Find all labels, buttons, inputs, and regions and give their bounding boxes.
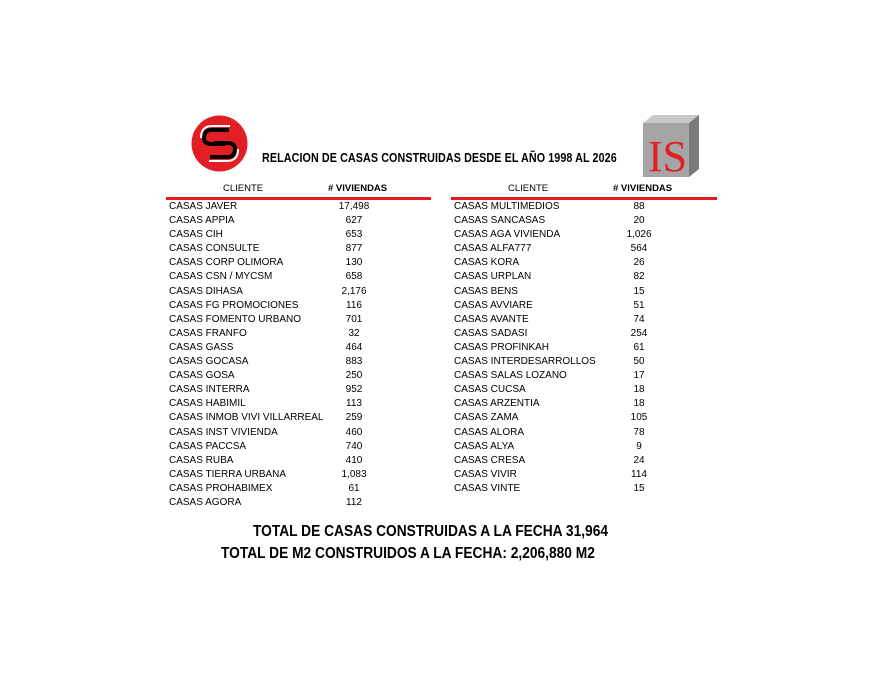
company-logo-icon [191, 115, 248, 172]
left-table [166, 183, 431, 508]
client-name: CASAS ZAMA [454, 412, 519, 424]
client-name: CASAS JAVER [169, 201, 238, 212]
units-value: 653 [345, 229, 363, 241]
table-row [451, 214, 716, 228]
client-name: CASAS FG PROMOCIONES [169, 299, 299, 311]
units-value: 15 [633, 285, 645, 297]
table-row [451, 200, 716, 214]
client-name: CASAS RUBA [169, 454, 234, 466]
logo-right-text: IS [648, 132, 688, 177]
client-name: CASAS GOSA [169, 370, 235, 382]
table-row [166, 242, 431, 256]
units-value: 17 [633, 370, 645, 382]
table-row [451, 468, 716, 482]
table-row [166, 369, 431, 383]
client-name: CASAS AGORA [169, 496, 242, 508]
table-row [451, 440, 716, 454]
client-name: CASAS SANCASAS [454, 215, 546, 227]
table-row [451, 242, 716, 256]
table-row [166, 468, 431, 482]
units-value: 112 [346, 496, 362, 508]
client-name: CASAS CONSULTE [169, 243, 260, 255]
client-name: CASAS CSN / MYCSM [169, 271, 273, 283]
table-row [166, 285, 431, 299]
units-value: 51 [633, 299, 645, 311]
client-name: CASAS INST VIVIENDA [169, 426, 278, 438]
table-row [166, 355, 431, 369]
client-name: CASAS GASS [169, 341, 234, 353]
client-name: CASAS TIERRA URBANA [169, 468, 287, 480]
table-row [451, 369, 716, 383]
client-name: CASAS CORP OLIMORA [169, 257, 284, 269]
client-name: CASAS MULTIMEDIOS [454, 201, 560, 212]
header-viviendas: # VIVIENDAS [613, 183, 673, 194]
units-value: 883 [345, 356, 363, 368]
client-name: CASAS BENS [454, 285, 518, 297]
units-value: 1,083 [341, 468, 367, 480]
units-value: 82 [633, 271, 645, 283]
units-value: 88 [633, 201, 645, 212]
units-value: 15 [633, 482, 645, 494]
table-body [166, 200, 431, 510]
units-value: 9 [636, 440, 642, 452]
table-row [166, 256, 431, 270]
table-row [451, 383, 716, 397]
table-row [451, 482, 716, 496]
units-value: 26 [633, 257, 645, 269]
units-value: 254 [630, 327, 648, 339]
client-name: CASAS CRESA [454, 454, 526, 466]
units-value: 105 [630, 412, 648, 424]
client-name: CASAS HABIMIL [169, 398, 246, 410]
client-name: CASAS INMOB VIVI VILLARREAL [169, 412, 324, 424]
units-value: 61 [633, 341, 645, 353]
units-value: 20 [633, 215, 645, 227]
client-name: CASAS AGA VIVIENDA [454, 229, 561, 241]
units-value: 130 [345, 257, 363, 269]
table-row [451, 285, 716, 299]
units-value: 1,026 [626, 229, 652, 241]
table-header [451, 183, 716, 196]
client-name: CASAS ALFA777 [454, 243, 532, 255]
table-body [451, 200, 716, 496]
units-value: 658 [345, 271, 363, 283]
table-row [451, 426, 716, 440]
client-name: CASAS CUCSA [454, 384, 526, 396]
units-value: 114 [631, 468, 647, 480]
table-row [451, 256, 716, 270]
table-row [166, 397, 431, 411]
units-value: 564 [630, 243, 648, 255]
table-row [451, 313, 716, 327]
total-m2: TOTAL DE M2 CONSTRUIDOS A LA FECHA: 2,206,880 M2 [221, 545, 595, 562]
client-name: CASAS PROFINKAH [454, 341, 550, 353]
units-value: 61 [348, 482, 360, 494]
units-value: 410 [345, 454, 363, 466]
table-row [451, 355, 716, 369]
units-value: 627 [345, 215, 363, 227]
is-cube-logo-icon [643, 115, 699, 177]
client-name: CASAS VINTE [454, 482, 521, 494]
table-row [451, 454, 716, 468]
table-header [166, 183, 431, 196]
total-houses: TOTAL DE CASAS CONSTRUIDAS A LA FECHA 31,964 [253, 523, 609, 540]
client-name: CASAS FRANFO [169, 327, 247, 339]
client-name: CASAS PACCSA [169, 440, 247, 452]
units-value: 116 [346, 299, 362, 311]
table-row [451, 270, 716, 284]
client-name: CASAS ALYA [454, 440, 515, 452]
client-name: CASAS INTERRA [169, 384, 250, 396]
table-row [451, 327, 716, 341]
page-title: RELACION DE CASAS CONSTRUIDAS DESDE EL AÑO 1998 AL 2026 [262, 151, 617, 165]
table-row [166, 327, 431, 341]
table-row [166, 440, 431, 454]
units-value: 701 [345, 313, 363, 325]
units-value: 18 [633, 384, 645, 396]
table-row [166, 313, 431, 327]
units-value: 259 [345, 412, 363, 424]
units-value: 740 [345, 440, 363, 452]
table-row [166, 411, 431, 425]
client-name: CASAS SALAS LOZANO [454, 370, 567, 382]
client-name: CASAS CIH [169, 229, 223, 241]
client-name: CASAS PROHABIMEX [169, 482, 273, 494]
units-value: 74 [633, 313, 645, 325]
client-name: CASAS INTERDESARROLLOS [454, 356, 596, 368]
header-client: CLIENTE [223, 183, 264, 194]
units-value: 460 [345, 426, 363, 438]
units-value: 78 [633, 426, 645, 438]
client-name: CASAS ARZENTIA [454, 398, 540, 410]
table-row [166, 228, 431, 242]
table-row [166, 299, 431, 313]
table-row [451, 228, 716, 242]
units-value: 17,498 [338, 201, 370, 212]
table-row [451, 411, 716, 425]
client-name: CASAS SADASI [454, 327, 528, 339]
client-name: CASAS APPIA [169, 215, 235, 227]
table-row [166, 482, 431, 496]
client-name: CASAS VIVIR [454, 468, 517, 480]
units-value: 877 [345, 243, 363, 255]
table-row [166, 383, 431, 397]
table-row [166, 496, 431, 510]
client-name: CASAS GOCASA [169, 356, 249, 368]
client-name: CASAS URPLAN [454, 271, 532, 283]
units-value: 50 [633, 356, 645, 368]
client-name: CASAS DIHASA [169, 285, 243, 297]
client-name: CASAS KORA [454, 257, 520, 269]
table-row [166, 454, 431, 468]
table-row [451, 397, 716, 411]
units-value: 250 [345, 370, 363, 382]
units-value: 32 [348, 327, 360, 339]
table-row [451, 299, 716, 313]
table-row [166, 200, 431, 214]
header-client: CLIENTE [508, 183, 549, 194]
client-name: CASAS AVANTE [454, 313, 529, 325]
client-name: CASAS FOMENTO URBANO [169, 313, 302, 325]
units-value: 952 [345, 384, 363, 396]
table-row [451, 341, 716, 355]
table-row [166, 426, 431, 440]
units-value: 24 [633, 454, 645, 466]
right-table [451, 183, 716, 494]
header-viviendas: # VIVIENDAS [328, 183, 388, 194]
client-name: CASAS AVVIARE [454, 299, 533, 311]
table-row [166, 341, 431, 355]
client-name: CASAS ALORA [454, 426, 525, 438]
table-row [166, 214, 431, 228]
table-row [166, 270, 431, 284]
units-value: 464 [345, 341, 363, 353]
units-value: 113 [346, 398, 362, 410]
units-value: 18 [633, 398, 645, 410]
units-value: 2,176 [341, 285, 367, 297]
